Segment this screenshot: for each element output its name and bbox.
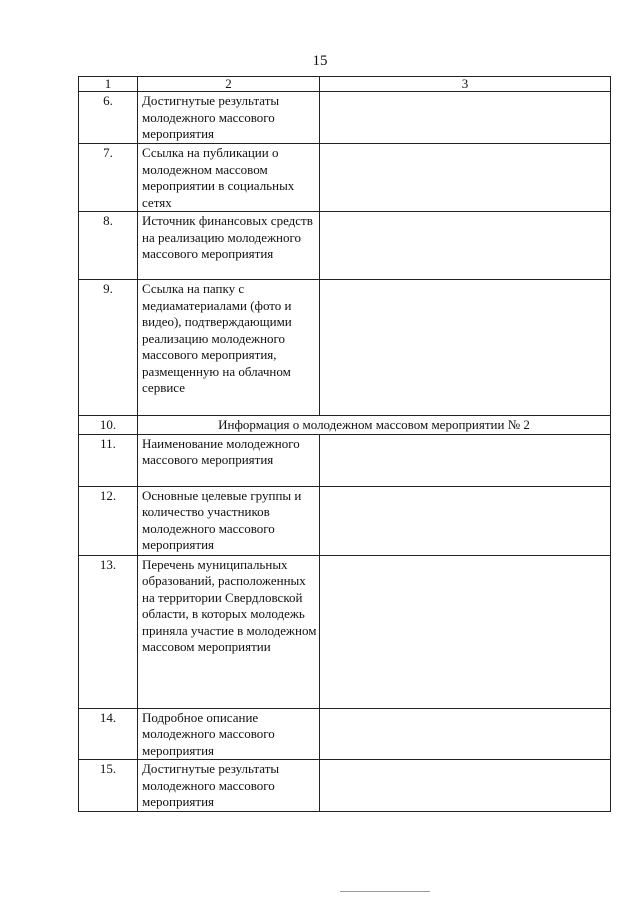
row-number: 7. — [79, 144, 138, 212]
row-label: Ссылка на папку с медиаматериалами (фото и видео), подтверждающими реализацию молодежного массового мероприятия, размещенную на облачном сервисе — [138, 280, 320, 416]
page-number: 15 — [312, 53, 328, 69]
table-row — [79, 708, 611, 760]
row-number: 14. — [79, 708, 138, 760]
table-row — [79, 144, 611, 212]
column-header: 2 — [138, 77, 320, 92]
table-row — [79, 555, 611, 708]
table-row — [79, 486, 611, 555]
row-value-cell[interactable] — [320, 212, 611, 280]
table-row — [79, 434, 611, 486]
row-value-cell[interactable] — [320, 760, 611, 812]
row-number: 8. — [79, 212, 138, 280]
form-table — [78, 76, 611, 812]
row-number: 6. — [79, 92, 138, 144]
table-row — [79, 280, 611, 416]
row-label: Основные целевые группы и количество участников молодежного массового мероприятия — [138, 486, 320, 555]
row-number: 15. — [79, 760, 138, 812]
row-value-cell[interactable] — [320, 486, 611, 555]
row-label: Наименование молодежного массового мероприятия — [138, 434, 320, 486]
table-row — [79, 760, 611, 812]
row-label: Источник финансовых средств на реализацию молодежного массового мероприятия — [138, 212, 320, 280]
section-row — [79, 416, 611, 435]
row-label: Достигнутые результаты молодежного массового мероприятия — [138, 760, 320, 812]
row-value-cell[interactable] — [320, 92, 611, 144]
column-header: 3 — [320, 77, 611, 92]
row-value-cell[interactable] — [320, 144, 611, 212]
row-number: 9. — [79, 280, 138, 416]
row-value-cell[interactable] — [320, 708, 611, 760]
row-number: 11. — [79, 434, 138, 486]
section-title: Информация о молодежном массовом мероприятии № 2 — [138, 416, 611, 435]
row-value-cell[interactable] — [320, 555, 611, 708]
row-number: 13. — [79, 555, 138, 708]
row-number: 12. — [79, 486, 138, 555]
row-label: Достигнутые результаты молодежного массового мероприятия — [138, 92, 320, 144]
row-label: Ссылка на публикации о молодежном массовом мероприятии в социальных сетях — [138, 144, 320, 212]
row-value-cell[interactable] — [320, 280, 611, 416]
column-header: 1 — [79, 77, 138, 92]
footer-rule — [340, 891, 430, 892]
row-label: Перечень муниципальных образований, расположенных на территории Свердловской области, в которых молодежь приняла участие в молодежном массовом мероприятии — [138, 555, 320, 708]
table-row — [79, 92, 611, 144]
table-row — [79, 212, 611, 280]
row-number: 10. — [79, 416, 138, 435]
row-value-cell[interactable] — [320, 434, 611, 486]
table-header-row — [79, 77, 611, 92]
row-label: Подробное описание молодежного массового мероприятия — [138, 708, 320, 760]
